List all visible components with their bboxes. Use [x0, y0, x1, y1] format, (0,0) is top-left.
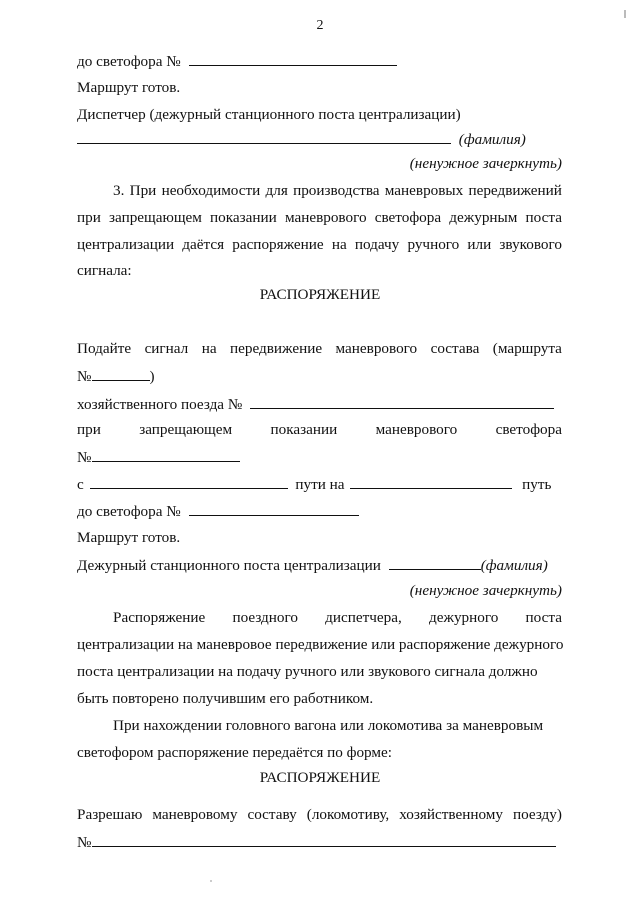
blank-field — [92, 833, 556, 847]
para1-line1: 3. При необходимости для производства маневровых передвижений — [113, 182, 562, 199]
dispatcher-line: Диспетчер (дежурный станционного поста централизации) — [77, 106, 461, 123]
blank-field — [92, 367, 150, 381]
blank-field — [250, 395, 554, 409]
para2-line3: поста централизации на подачу ручного или звукового сигнала должно — [77, 663, 538, 680]
order-heading-1: РАСПОРЯЖЕНИЕ — [259, 286, 381, 303]
form2-line1: Разрешаю маневровому составу (локомотиву, хозяйственному поезду) — [77, 806, 562, 823]
para1-line2: при запрещающем показании маневрового светофора дежурным поста — [77, 209, 562, 226]
form1-line7: до светофора № — [77, 502, 562, 521]
blank-field — [189, 52, 397, 66]
para1-line4: сигнала: — [77, 262, 132, 279]
form1-line1: Подайте сигнал на передвижение маневрового состава (маршрута — [77, 340, 562, 357]
surname-line: (фамилия) — [77, 130, 562, 149]
form1-line8: Маршрут готов. — [77, 529, 181, 546]
form1-line3: хозяйственного поезда № — [77, 395, 562, 414]
form1-line2: № ) — [77, 368, 155, 385]
para3-line1: При нахождении головного вагона или локомотива за маневровым — [113, 717, 544, 734]
form1-strike-note: (ненужное зачеркнуть) — [409, 582, 562, 599]
para3-line2: светофором распоряжение передаётся по форме: — [77, 744, 392, 761]
para1-line3: централизации даётся распоряжение на подачу ручного или звукового — [77, 236, 562, 253]
blank-field — [350, 475, 512, 489]
para2-line2: централизации на маневровое передвижение или распоряжение дежурного — [77, 636, 564, 653]
blank-field — [92, 448, 240, 462]
blank-field — [90, 475, 288, 489]
strike-note: (ненужное зачеркнуть) — [409, 155, 562, 172]
scan-mark — [624, 10, 626, 18]
form2-line2: № — [77, 833, 562, 852]
page-number: 2 — [316, 18, 324, 33]
blank-field — [189, 502, 359, 516]
semaphore-line: до светофора № — [77, 52, 562, 71]
para2-line4: быть повторено получившим его работником. — [77, 690, 374, 707]
scan-dot — [210, 880, 212, 882]
route-ready-line: Маршрут готов. — [77, 79, 181, 96]
form1-line9: Дежурный станционного поста централизации (фамилия) — [77, 557, 548, 574]
para2-line1: Распоряжение поездного диспетчера, дежурного поста — [113, 609, 562, 626]
form1-line5: № — [77, 448, 562, 467]
blank-field — [77, 130, 451, 144]
form1-line6: с пути на путь — [77, 476, 552, 493]
form1-line4: при запрещающем показании маневрового светофора — [77, 421, 562, 438]
order-heading-2: РАСПОРЯЖЕНИЕ — [259, 769, 381, 786]
blank-field — [389, 556, 481, 570]
